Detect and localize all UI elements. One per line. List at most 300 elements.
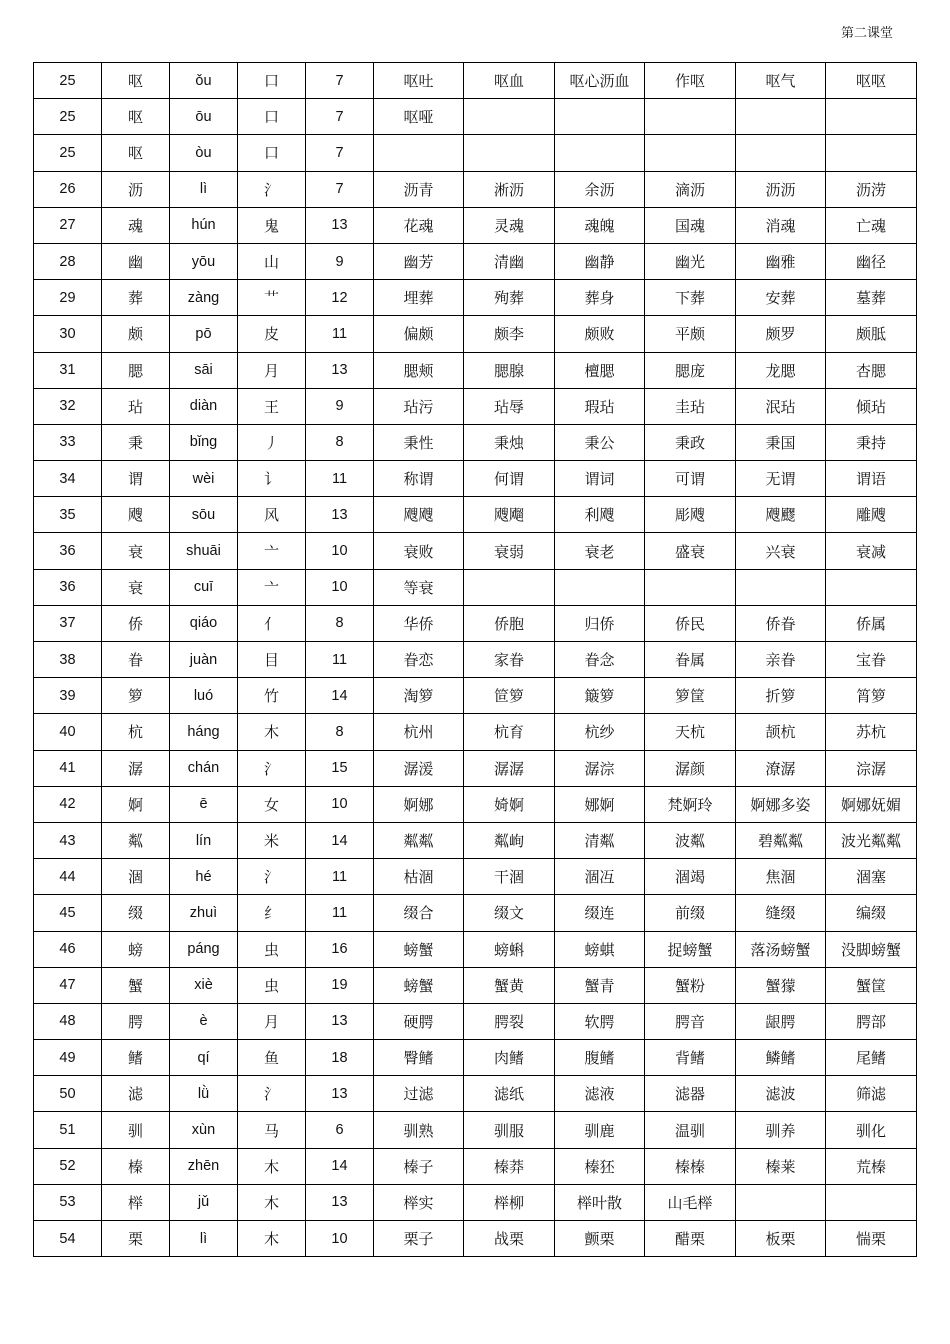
word-4-cell (645, 135, 736, 171)
character-cell: 秉 (102, 424, 170, 460)
word-1-cell: 飕飕 (374, 497, 464, 533)
stroke-count-cell: 9 (306, 388, 374, 424)
word-2-cell: 秉烛 (464, 424, 555, 460)
pinyin-cell: pō (170, 316, 238, 352)
index-cell: 41 (34, 750, 102, 786)
word-4-cell: 秉政 (645, 424, 736, 460)
word-4-cell: 圭玷 (645, 388, 736, 424)
table-row (34, 714, 917, 750)
character-cell: 魂 (102, 207, 170, 243)
radical-cell: 木 (238, 1184, 306, 1220)
index-cell: 37 (34, 605, 102, 641)
pinyin-cell: zàng (170, 280, 238, 316)
character-cell: 婀 (102, 786, 170, 822)
table-row (34, 1148, 917, 1184)
character-cell: 衰 (102, 533, 170, 569)
word-3-cell: 杭纱 (555, 714, 645, 750)
index-cell: 25 (34, 63, 102, 99)
word-6-cell: 苏杭 (826, 714, 917, 750)
pinyin-cell: lì (170, 171, 238, 207)
word-6-cell: 墓葬 (826, 280, 917, 316)
index-cell: 27 (34, 207, 102, 243)
stroke-count-cell: 10 (306, 1221, 374, 1257)
word-4-cell: 梵婀玲 (645, 786, 736, 822)
word-1-cell: 眷恋 (374, 642, 464, 678)
word-3-cell: 涸冱 (555, 859, 645, 895)
word-2-cell: 蟹黄 (464, 967, 555, 1003)
word-6-cell: 亡魂 (826, 207, 917, 243)
word-2-cell: 婍婀 (464, 786, 555, 822)
index-cell: 32 (34, 388, 102, 424)
stroke-count-cell: 9 (306, 243, 374, 279)
word-4-cell: 背鳍 (645, 1040, 736, 1076)
character-cell: 侨 (102, 605, 170, 641)
word-5-cell (736, 99, 826, 135)
stroke-count-cell: 6 (306, 1112, 374, 1148)
table-row (34, 1221, 917, 1257)
table-row (34, 171, 917, 207)
stroke-count-cell: 14 (306, 678, 374, 714)
word-3-cell: 颇败 (555, 316, 645, 352)
table-row (34, 822, 917, 858)
stroke-count-cell: 11 (306, 895, 374, 931)
word-3-cell: 腹鳍 (555, 1040, 645, 1076)
word-4-cell: 可谓 (645, 461, 736, 497)
word-5-cell: 幽雅 (736, 243, 826, 279)
character-cell: 缀 (102, 895, 170, 931)
radical-cell: 亻 (238, 605, 306, 641)
character-cell: 沥 (102, 171, 170, 207)
word-2-cell: 榉柳 (464, 1184, 555, 1220)
radical-cell: 纟 (238, 895, 306, 931)
word-5-cell: 颉杭 (736, 714, 826, 750)
word-3-cell: 瑕玷 (555, 388, 645, 424)
word-5-cell: 无谓 (736, 461, 826, 497)
pinyin-cell: háng (170, 714, 238, 750)
word-1-cell: 枯涸 (374, 859, 464, 895)
word-4-cell: 侨民 (645, 605, 736, 641)
radical-cell: 山 (238, 243, 306, 279)
table-row (34, 967, 917, 1003)
table-row (34, 461, 917, 497)
word-6-cell: 淙潺 (826, 750, 917, 786)
word-1-cell: 等衰 (374, 569, 464, 605)
table-row (34, 859, 917, 895)
radical-cell: 鱼 (238, 1040, 306, 1076)
character-cell: 蟹 (102, 967, 170, 1003)
radical-cell: 月 (238, 352, 306, 388)
character-cell: 幽 (102, 243, 170, 279)
word-4-cell: 天杭 (645, 714, 736, 750)
radical-cell: 口 (238, 135, 306, 171)
radical-cell: 亠 (238, 533, 306, 569)
character-cell: 榉 (102, 1184, 170, 1220)
word-5-cell: 消魂 (736, 207, 826, 243)
word-1-cell: 华侨 (374, 605, 464, 641)
stroke-count-cell: 7 (306, 135, 374, 171)
word-5-cell: 缝缀 (736, 895, 826, 931)
index-cell: 43 (34, 822, 102, 858)
radical-cell: 风 (238, 497, 306, 533)
index-cell: 42 (34, 786, 102, 822)
word-2-cell: 干涸 (464, 859, 555, 895)
word-6-cell: 蟹筐 (826, 967, 917, 1003)
word-6-cell: 宝眷 (826, 642, 917, 678)
character-table (33, 62, 917, 1257)
pinyin-cell: lì (170, 1221, 238, 1257)
radical-cell: 月 (238, 1003, 306, 1039)
word-1-cell: 呕哑 (374, 99, 464, 135)
word-3-cell: 蟹青 (555, 967, 645, 1003)
word-3-cell: 檀腮 (555, 352, 645, 388)
stroke-count-cell: 13 (306, 1003, 374, 1039)
word-3-cell: 软腭 (555, 1003, 645, 1039)
stroke-count-cell: 19 (306, 967, 374, 1003)
radical-cell: 氵 (238, 859, 306, 895)
table-row (34, 1184, 917, 1220)
pinyin-cell: chán (170, 750, 238, 786)
table-row (34, 569, 917, 605)
table-row (34, 497, 917, 533)
word-2-cell: 缀文 (464, 895, 555, 931)
table-row (34, 352, 917, 388)
word-1-cell: 粼粼 (374, 822, 464, 858)
index-cell: 46 (34, 931, 102, 967)
word-5-cell: 兴衰 (736, 533, 826, 569)
pinyin-cell: zhuì (170, 895, 238, 931)
word-3-cell (555, 135, 645, 171)
word-2-cell: 灵魂 (464, 207, 555, 243)
word-3-cell: 谓词 (555, 461, 645, 497)
word-6-cell: 倾玷 (826, 388, 917, 424)
word-3-cell: 滤液 (555, 1076, 645, 1112)
word-2-cell: 家眷 (464, 642, 555, 678)
word-3-cell: 利飕 (555, 497, 645, 533)
word-6-cell (826, 1184, 917, 1220)
radical-cell: 竹 (238, 678, 306, 714)
word-3-cell: 螃蜞 (555, 931, 645, 967)
index-cell: 54 (34, 1221, 102, 1257)
word-2-cell: 殉葬 (464, 280, 555, 316)
character-cell: 衰 (102, 569, 170, 605)
table-row (34, 786, 917, 822)
table-row (34, 63, 917, 99)
radical-cell: 木 (238, 1148, 306, 1184)
table-row (34, 533, 917, 569)
radical-cell: 氵 (238, 171, 306, 207)
stroke-count-cell: 13 (306, 207, 374, 243)
word-1-cell: 婀娜 (374, 786, 464, 822)
word-6-cell: 尾鳍 (826, 1040, 917, 1076)
stroke-count-cell: 15 (306, 750, 374, 786)
stroke-count-cell: 10 (306, 569, 374, 605)
word-2-cell: 战栗 (464, 1221, 555, 1257)
character-cell: 呕 (102, 63, 170, 99)
word-4-cell: 幽光 (645, 243, 736, 279)
word-3-cell: 潺淙 (555, 750, 645, 786)
pinyin-cell: cuī (170, 569, 238, 605)
radical-cell: 丿 (238, 424, 306, 460)
word-3-cell: 秉公 (555, 424, 645, 460)
word-3-cell: 葬身 (555, 280, 645, 316)
word-3-cell: 缀连 (555, 895, 645, 931)
stroke-count-cell: 8 (306, 714, 374, 750)
word-5-cell: 焦涸 (736, 859, 826, 895)
word-1-cell: 榛子 (374, 1148, 464, 1184)
word-5-cell: 龈腭 (736, 1003, 826, 1039)
radical-cell: 虫 (238, 931, 306, 967)
word-2-cell (464, 569, 555, 605)
table-row (34, 99, 917, 135)
word-3-cell: 眷念 (555, 642, 645, 678)
index-cell: 39 (34, 678, 102, 714)
word-6-cell: 筲箩 (826, 678, 917, 714)
stroke-count-cell: 10 (306, 533, 374, 569)
index-cell: 35 (34, 497, 102, 533)
character-cell: 滤 (102, 1076, 170, 1112)
radical-cell: 木 (238, 714, 306, 750)
word-2-cell: 侨胞 (464, 605, 555, 641)
table-body (34, 63, 917, 1257)
index-cell: 53 (34, 1184, 102, 1220)
word-5-cell: 滤波 (736, 1076, 826, 1112)
pinyin-cell: shuāi (170, 533, 238, 569)
table-row (34, 207, 917, 243)
character-cell: 螃 (102, 931, 170, 967)
stroke-count-cell: 13 (306, 1184, 374, 1220)
pinyin-cell: xiè (170, 967, 238, 1003)
word-1-cell: 过滤 (374, 1076, 464, 1112)
word-6-cell: 沥涝 (826, 171, 917, 207)
stroke-count-cell: 7 (306, 171, 374, 207)
word-3-cell: 娜婀 (555, 786, 645, 822)
pinyin-cell: qiáo (170, 605, 238, 641)
word-2-cell: 腭裂 (464, 1003, 555, 1039)
table-row (34, 1040, 917, 1076)
index-cell: 48 (34, 1003, 102, 1039)
word-3-cell: 簸箩 (555, 678, 645, 714)
stroke-count-cell: 8 (306, 424, 374, 460)
table-row (34, 678, 917, 714)
word-4-cell: 潺颜 (645, 750, 736, 786)
pinyin-cell: hún (170, 207, 238, 243)
word-1-cell: 臀鳍 (374, 1040, 464, 1076)
pinyin-cell: è (170, 1003, 238, 1039)
stroke-count-cell: 14 (306, 822, 374, 858)
word-2-cell (464, 135, 555, 171)
word-1-cell: 榉实 (374, 1184, 464, 1220)
word-6-cell: 婀娜妩媚 (826, 786, 917, 822)
character-cell: 谓 (102, 461, 170, 497)
word-4-cell (645, 99, 736, 135)
index-cell: 40 (34, 714, 102, 750)
word-2-cell: 何谓 (464, 461, 555, 497)
word-3-cell: 魂魄 (555, 207, 645, 243)
word-1-cell: 杭州 (374, 714, 464, 750)
word-1-cell: 秉性 (374, 424, 464, 460)
word-4-cell: 彫飕 (645, 497, 736, 533)
pinyin-cell: luó (170, 678, 238, 714)
word-6-cell: 秉持 (826, 424, 917, 460)
character-cell: 箩 (102, 678, 170, 714)
word-2-cell: 螃蝌 (464, 931, 555, 967)
word-5-cell: 泯玷 (736, 388, 826, 424)
radical-cell: 目 (238, 642, 306, 678)
index-cell: 38 (34, 642, 102, 678)
word-3-cell: 归侨 (555, 605, 645, 641)
character-cell: 颇 (102, 316, 170, 352)
pinyin-cell: ōu (170, 99, 238, 135)
index-cell: 30 (34, 316, 102, 352)
word-1-cell: 偏颇 (374, 316, 464, 352)
word-4-cell: 波粼 (645, 822, 736, 858)
word-6-cell (826, 135, 917, 171)
word-3-cell (555, 99, 645, 135)
word-1-cell (374, 135, 464, 171)
word-5-cell: 亲眷 (736, 642, 826, 678)
word-6-cell: 谓语 (826, 461, 917, 497)
stroke-count-cell: 11 (306, 316, 374, 352)
word-2-cell: 飕飗 (464, 497, 555, 533)
word-1-cell: 呕吐 (374, 63, 464, 99)
word-6-cell: 杏腮 (826, 352, 917, 388)
pinyin-cell: ǒu (170, 63, 238, 99)
word-5-cell: 飕飂 (736, 497, 826, 533)
word-4-cell: 滤器 (645, 1076, 736, 1112)
word-5-cell: 鳞鳍 (736, 1040, 826, 1076)
table-row (34, 1076, 917, 1112)
word-4-cell: 国魂 (645, 207, 736, 243)
pinyin-cell: xùn (170, 1112, 238, 1148)
character-cell: 粼 (102, 822, 170, 858)
word-4-cell: 滴沥 (645, 171, 736, 207)
word-6-cell: 筛滤 (826, 1076, 917, 1112)
word-5-cell: 沥沥 (736, 171, 826, 207)
pinyin-cell: òu (170, 135, 238, 171)
word-5-cell: 驯养 (736, 1112, 826, 1148)
word-4-cell: 作呕 (645, 63, 736, 99)
character-cell: 潺 (102, 750, 170, 786)
character-cell: 葬 (102, 280, 170, 316)
word-4-cell: 腮庞 (645, 352, 736, 388)
radical-cell: 王 (238, 388, 306, 424)
character-cell: 呕 (102, 99, 170, 135)
word-4-cell: 涸竭 (645, 859, 736, 895)
index-cell: 31 (34, 352, 102, 388)
pinyin-cell: sāi (170, 352, 238, 388)
stroke-count-cell: 11 (306, 859, 374, 895)
table-row (34, 931, 917, 967)
word-5-cell: 龙腮 (736, 352, 826, 388)
table-row (34, 388, 917, 424)
word-3-cell: 余沥 (555, 171, 645, 207)
pinyin-cell: wèi (170, 461, 238, 497)
stroke-count-cell: 7 (306, 63, 374, 99)
word-3-cell: 幽静 (555, 243, 645, 279)
character-cell: 栗 (102, 1221, 170, 1257)
pinyin-cell: yōu (170, 243, 238, 279)
table-row (34, 243, 917, 279)
word-1-cell: 螃蟹 (374, 967, 464, 1003)
word-2-cell: 粼峋 (464, 822, 555, 858)
word-5-cell: 安葬 (736, 280, 826, 316)
character-cell: 涸 (102, 859, 170, 895)
pinyin-cell: qí (170, 1040, 238, 1076)
word-5-cell: 呕气 (736, 63, 826, 99)
index-cell: 50 (34, 1076, 102, 1112)
word-6-cell: 编缀 (826, 895, 917, 931)
word-3-cell (555, 569, 645, 605)
word-6-cell: 雕飕 (826, 497, 917, 533)
word-4-cell: 眷属 (645, 642, 736, 678)
word-5-cell (736, 1184, 826, 1220)
word-3-cell: 颤栗 (555, 1221, 645, 1257)
word-1-cell: 螃蟹 (374, 931, 464, 967)
character-cell: 杭 (102, 714, 170, 750)
table-row (34, 750, 917, 786)
word-5-cell: 潦潺 (736, 750, 826, 786)
word-2-cell: 玷辱 (464, 388, 555, 424)
word-5-cell: 蟹獴 (736, 967, 826, 1003)
word-1-cell: 栗子 (374, 1221, 464, 1257)
character-cell: 腭 (102, 1003, 170, 1039)
index-cell: 49 (34, 1040, 102, 1076)
word-2-cell: 杭育 (464, 714, 555, 750)
word-4-cell: 腭音 (645, 1003, 736, 1039)
word-3-cell: 清粼 (555, 822, 645, 858)
character-cell: 飕 (102, 497, 170, 533)
word-1-cell: 沥青 (374, 171, 464, 207)
word-6-cell: 呕呕 (826, 63, 917, 99)
word-4-cell: 箩筐 (645, 678, 736, 714)
word-6-cell: 没脚螃蟹 (826, 931, 917, 967)
word-4-cell: 平颇 (645, 316, 736, 352)
radical-cell: 马 (238, 1112, 306, 1148)
word-1-cell: 淘箩 (374, 678, 464, 714)
radical-cell: 皮 (238, 316, 306, 352)
word-1-cell: 玷污 (374, 388, 464, 424)
word-5-cell: 颇罗 (736, 316, 826, 352)
word-3-cell: 榉叶散 (555, 1184, 645, 1220)
stroke-count-cell: 7 (306, 99, 374, 135)
word-5-cell: 秉国 (736, 424, 826, 460)
word-2-cell: 颇李 (464, 316, 555, 352)
word-2-cell: 淅沥 (464, 171, 555, 207)
index-cell: 28 (34, 243, 102, 279)
table-row (34, 1112, 917, 1148)
page-header-title: 第二课堂 (840, 26, 893, 41)
radical-cell: 艹 (238, 280, 306, 316)
character-cell: 驯 (102, 1112, 170, 1148)
word-4-cell: 山毛榉 (645, 1184, 736, 1220)
pinyin-cell: jǔ (170, 1184, 238, 1220)
word-1-cell: 花魂 (374, 207, 464, 243)
table-row (34, 316, 917, 352)
index-cell: 36 (34, 533, 102, 569)
word-6-cell: 荒榛 (826, 1148, 917, 1184)
stroke-count-cell: 8 (306, 605, 374, 641)
pinyin-cell: hé (170, 859, 238, 895)
character-cell: 榛 (102, 1148, 170, 1184)
word-4-cell: 蟹粉 (645, 967, 736, 1003)
stroke-count-cell: 14 (306, 1148, 374, 1184)
pinyin-cell: bǐng (170, 424, 238, 460)
character-cell: 腮 (102, 352, 170, 388)
word-4-cell: 下葬 (645, 280, 736, 316)
word-2-cell: 笸箩 (464, 678, 555, 714)
word-5-cell (736, 569, 826, 605)
pinyin-cell: juàn (170, 642, 238, 678)
